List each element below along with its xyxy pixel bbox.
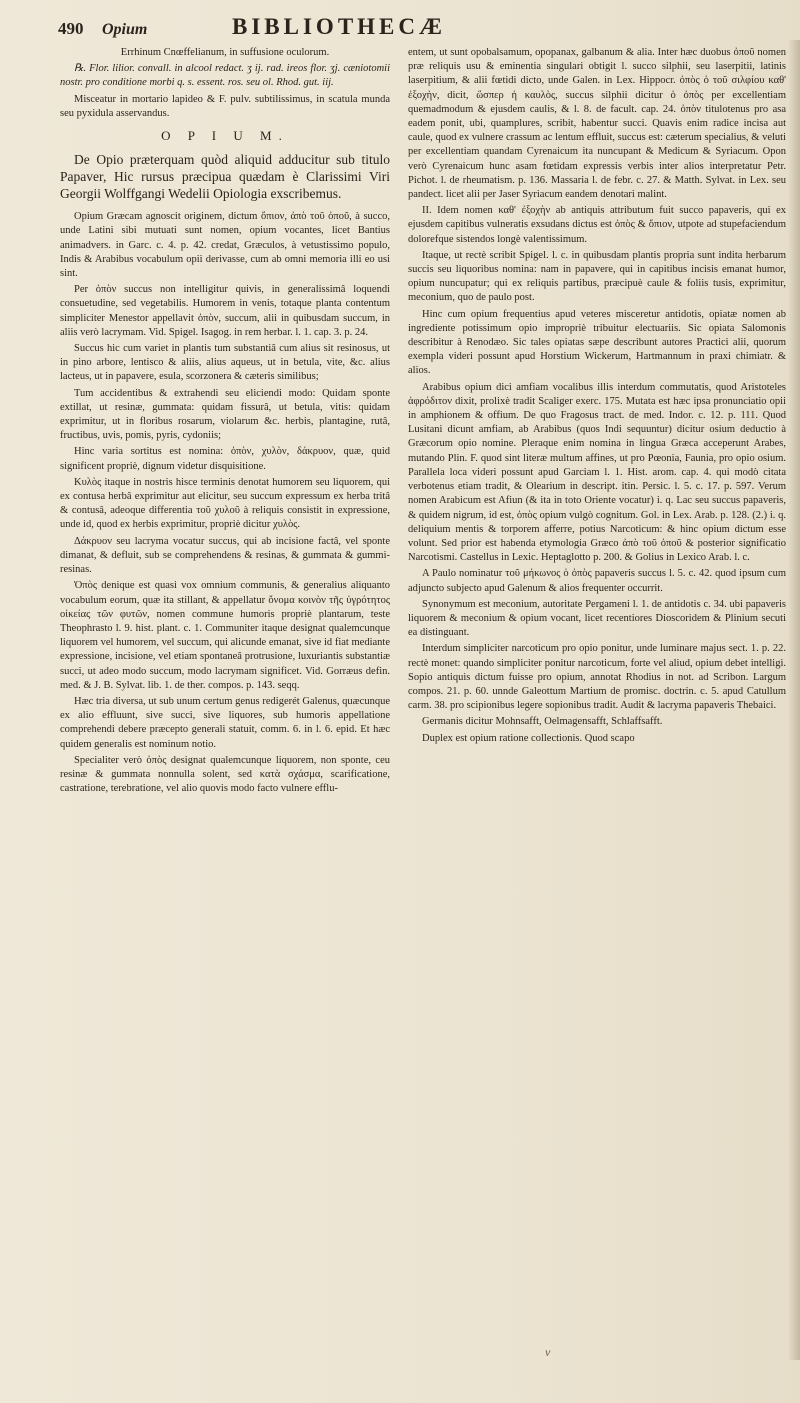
running-header [58,14,782,44]
page-edge-shadow [788,40,800,1360]
paragraph: Opium Græcam agnoscit originem, dictum ὄπιον, ἀπὸ τοῦ ὀποῦ, à succo, unde Latini sibi mutuati sunt nomen, opium vocantes, licet Bantius animadvers. in Garc. c. 4. p. 42. credat, Græculos, à vetustissimo populo, Indis & Arabibus vocabulum opii derivasse, cum ab omni memoria illi eo usi sint. [60,211,390,280]
paragraph: Hinc cum opium frequentius apud veteres misceretur antidotis, opiatæ nomen ab ingrediente potissimum opio impropriè tribuitur electuariis. Sic opiata Salomonis describitur à Renodæo. Sic tales opiatas sæpe describunt autores Practici alii, quorum exempla videri possunt apud Horstium Wickerum, Hartmannum in praxi chimiatr. & alios. [408,308,786,377]
paragraph: Hinc varia sortitus est nomina: ὀπὸν, χυλὸν, δάκρυον, quæ, quid significent propriè, dignum videtur disquisitione. [60,446,390,472]
left-column [60,46,390,798]
paragraph: Ὀπὸς denique est quasi vox omnium communis, & generalius aliquanto vocabulum eorum, quæ ita stillant, & appellatur ὄνομα κοινὸν τῆς ὑγρότητος οἰκείας τῶν φυτῶν, nomen commune humoris propriè plantarum, teste Theophrasto l. 9. hist. plant. c. 1. Communiter itaque designat qualemcunque liquorem vel humorem, vel succum, qui alicunde emanat, sive id fiat mediante expressione, incisione, vel etiam spontaneâ protrusione, luxuriantis substantiæ succi, ut adeo modo succum, modo lacrymam significet. Vid. Gorræus defin. med. & J. B. Sylvat. lib. 1. de ther. compos. p. 143. seqq. [60,580,390,691]
paragraph: Itaque, ut rectè scribit Spigel. l. c. in quibusdam plantis propria sunt indita herbarum succis seu liquoribus nomina: nam in papavere, qui in capitibus incisis emanat humor, opium nuncupatur; qui ex reliquis partibus, præcipuè caule & foliis tusis, exprimitur, meconium, quo de paulo post. [408,249,786,304]
paragraph: Succus hic cum variet in plantis tum substantiâ cum alius sit resinosus, ut in pino arbore, lentisco & aliis, alius aqueus, ut in betula, vite, &c. alius lacteus, ut in papavere, esula, scorzonera & cæteris similibus; [60,343,390,383]
signature-mark: v [545,1345,551,1359]
recipe-title: Errhinum Cnœffelianum, in suffusione oculorum. [120,47,330,58]
paragraph: A Paulo nominatur τοῦ μήκωνος ὁ ὀπὸς papaveris succus l. 5. c. 42. quod ipsum cum adjuncto subjecto apud Galenum & alios frequenter occurrit. [408,568,786,594]
paragraph: Tum accidentibus & extrahendi seu eliciendi modo: Quidam sponte extillat, ut resinæ, gummata: quidam fissurâ, ut betula, vitis: quidam exprimitur, ut in floribus rosarum, violarum &c. herbis, plantagine, rutâ, fructibus, uvis, pomis, pyris, cydoniis; [60,387,390,442]
paragraph: Specialiter verò ὀπὸς designat qualemcunque liquorem, non sponte, ceu resinæ & gummata nonnulla solent, sed κατὰ σχάσμα, scarificatione, castratione, terebratione, vel alio quovis modo facto vulnere efflu- [60,754,390,795]
recipe-directions: Misceatur in mortario lapideo & F. pulv. subtilissimus, in scatula munda seu pyxidula asservandus. [60,93,390,119]
paragraph: Κυλὸς itaque in nostris hisce terminis denotat humorem seu liquorem, qui ex contusa herbâ exprimitur aut elicitur, seu succum expressum ex herba tritâ & contusâ, adeoque differentia τοῦ χυλοῦ à reliquis consistit in expressione, unde id, quod ex herbis exprimitur, propriè dicitur χυλὸς. [60,476,390,531]
paragraph: Hæc tria diversa, ut sub unum certum genus redigerét Galenus, quæcunque ex alio effluunt, sive succi, sive liquores, sub humoris appellatione comprehendi debere præcepto generali statuit, comm. 6. in l. 6. epid. Et hæc quidem generalis est nominum notio. [60,695,390,750]
paragraph: Synonymum est meconium, autoritate Pergameni l. 1. de antidotis c. 34. ubi papaveris liquorem & meconium & opium vocant, licet recentiores Dioscoridem & Plinium secuti ea distinguant. [408,598,786,639]
paragraph: Per ὀπὸν succus non intelligitur quivis, in generalissimâ loquendi consuetudine, sed vegetabilis. Humorem in venis, totaque planta contentum simpliciter Menestor appellavit ὀπὸν, succum, alii in quibusdam succum, in aliis verò lacrymam. Vid. Spigel. Isagog. in rem herbar. l. 1. cap. 3. p. 24. [60,284,390,338]
page-number: 490 [58,19,84,38]
paragraph: Arabibus opium dici amfiam vocalibus illis interdum commutatis, quod Aristoteles ἀφρόδιτον dixit, prolixè tradit Scaliger exerc. 175. Mutata est hæc ipsa pronunciatio opii in amphionem & offium. De quo Fragosus tract. de med. Indor. c. 12. p. 111. Quod Lusitani dicunt amfiam, ab Arabibus (quos Indi sequuntur) dicitur osium deductio à Græcorum opio nomine. Pleraque enim nomina in lingua Græca acceperunt Arabes, mutando Plin. F. quod sint literæ multum affines, ut pro Pœonia, Faunia, pro opio osium. Parallela loca videri possunt apud Garciam l. 1. Hist. arom. cap. 4. qui modò citata verbotenus etiam tradit, & Olearium in descript. itin. Persic. l. 5. c. 17. p. 597. Verum nomen Arabicum est Afiun (& ita in toto Oriente vocatur) i. q. Lac seu succus papaveris, & quidem nigrum, id est, ὀπὸς opium vulgò cognitum. Gol. in Lex. Arab. p. 128. (2.) i. q. deliquium mentis & torporem afferre, potius Narcoticum: & hinc opium dictum esse volunt. Sed prior est habenda etymologia Græco ἀπὸ τοῦ ὀποῦ & posterior significatio Narcotismi. Castellus in Lexic. Heptaglotto p. 200. & Golius in Lexico Arab. l. c. [408,381,786,564]
page-title: BIBLIOTHECÆ [232,14,446,39]
paragraph: Δάκρυον seu lacryma vocatur succus, qui ab incisione factâ, vel sponte dimanat, & defluit, sub se comprehendens & resinas, & gummata & gummi-resinas. [60,535,390,576]
right-column [408,46,786,748]
paragraph: entem, ut sunt opobalsamum, opopanax, galbanum & alia. Inter hæc duobus ὀποῦ nomen præ reliquis usu & eminentia singulari obtigit l. succo silphii, seu laserpitii, latinis laserpitium, & alii fœtidi dicto, unde Galen. in Lex. Hippocr. ὀπὸς ὁ τοῦ σιλφίου καθ' ἐξοχὴν, dicit, ὥσπερ ἡ καυλὸς, succus silphii dicitur ὁ ὀπὸς per excellentiam quemadmodum & ejusdem caulis, & l. 8. de facult. cap. 24. ὀπὸν titulotenus pro asa eadem ponit, ubi, quamplures, scribit, habentur succi. Quavis enim radice incisa aut caule, quod ex vulnere crassum ac lentum effluit, succus est: cæterum specialius, & veluti per excellentiam quandam Cyrenaicum ita nuncupant & Medicum & Syriacum. Opon verò Cyrenaicum hunc asam fœtidam expressis verbis inter alios interpretatur Petr. Pichot. l. de rheumatism. p. 136. Massaria l. de febr. c. 27. & Matth. Sylvat. in Lex. seu pandect. licet alii per Jaser Syriacum eandem denotari malint. [408,47,786,201]
section-heading: O P I U M. [161,128,289,144]
paragraph: II. Idem nomen καθ' ἐξοχὴν ab antiquis attributum fuit succo papaveris, qui ex ejusdem capitibus vulneratis exsudans dictus est ὀπὸς & ὄπιον, utpote ad stupefaciendum dolorefque sistendos longè valentissimum. [408,205,786,245]
paragraph: Interdum simpliciter narcoticum pro opio ponitur, unde luminare majus sect. 1. p. 22. rectè monet: quando simpliciter ponitur narcoticum, forte vel aliud, opium debet intelligi. Sopio antiquis dictum fuisse pro opium, annotat Rhodius in not. ad Scribon. Largum compos. 21. p. 60. unnde Galeottum Martium de promisc. doctrin. c. 5. apud Catullum carm. 38. pro scipionibus legere sopionibus tradit. Audit & lacryma papaveris Thebaici. [408,643,786,712]
section-intro: De Opio præterquam quòd aliquid adducitur sub titulo Papaver, Hic rursus præcipua quædam è Clarissimi Viri Georgii Wolffgangi Wedelii Opiologia exscribemus. [60,152,390,202]
running-word: Opium [102,21,148,38]
paragraph: Germanis dicitur Mohnsafft, Oelmagensafft, Schlaffsafft. [422,716,663,728]
recipe-text: ℞. Flor. lilior. convall. in alcool redact. ʒ ij. rad. ireos flor. ʒj. cæniotomii nostr. pro conditione morbi q. s. essent. ros. seu ol. Rhod. gut. iij. [60,63,390,89]
paragraph: Duplex est opium ratione collectionis. Quod scapo [422,732,635,744]
